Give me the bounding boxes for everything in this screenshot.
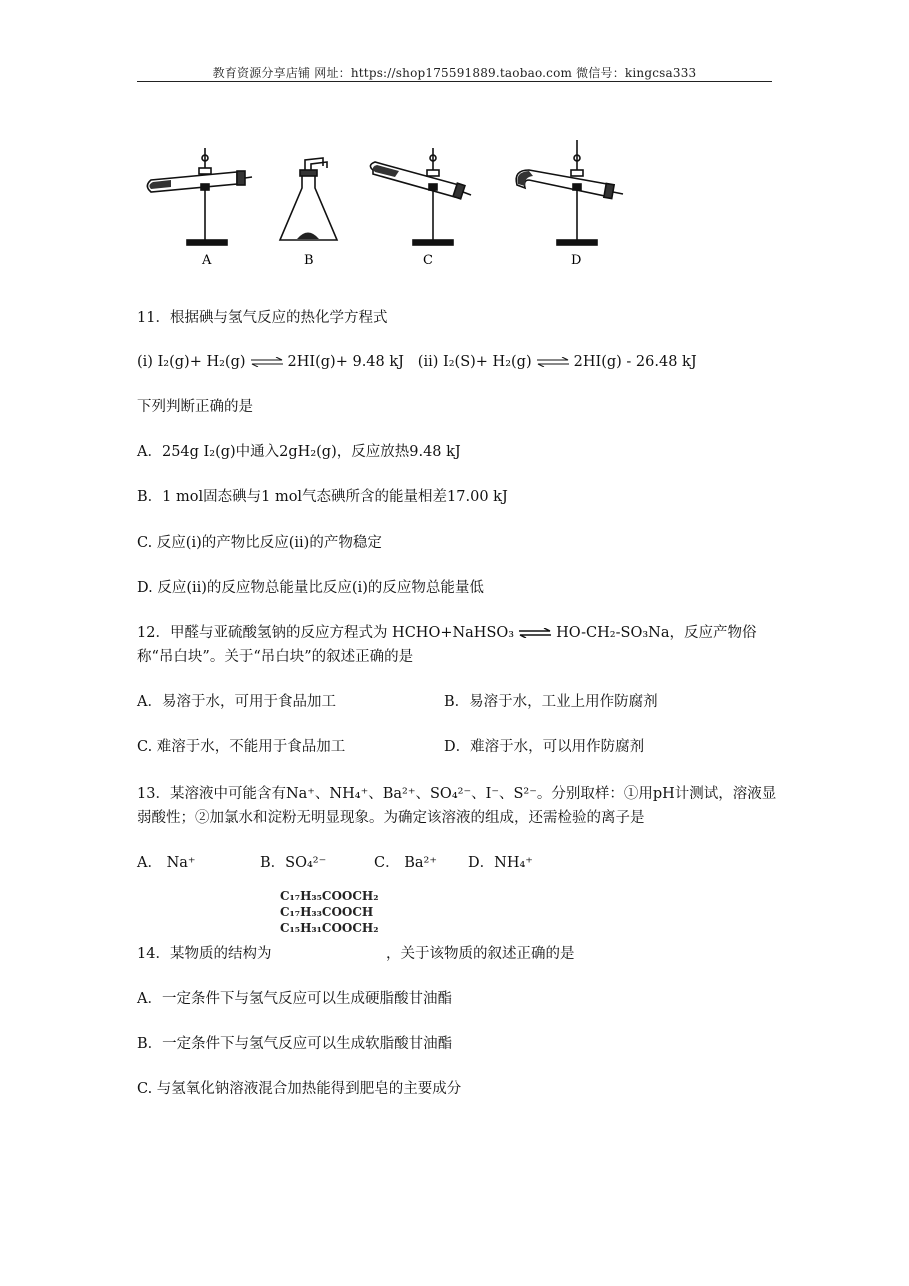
q14-option-b: B．一定条件下与氢气反应可以生成软脂酸甘油酯 <box>137 1036 453 1052</box>
q12-option-b: B．易溶于水，工业上用作防腐剂 <box>444 694 658 710</box>
apparatus-a <box>147 148 252 245</box>
q11-option-b: B．1 mol固态碘与1 mol气态碘所含的能量相差17.00 kJ <box>137 489 508 505</box>
q11-option-d: D. 反应(ii)的反应物总能量比反应(i)的反应物总能量低 <box>137 580 484 596</box>
q12-option-a: A．易溶于水，可用于食品加工 <box>137 694 336 710</box>
apparatus-label-d: D <box>571 253 582 268</box>
apparatus-c <box>370 148 471 245</box>
q11-eq-i-right: 2HI(g)+ 9.48 kJ <box>287 354 404 370</box>
apparatus-label-b: B <box>304 253 314 268</box>
q13-option-d: D．NH₄⁺ <box>468 855 533 871</box>
q14-structure <box>280 888 379 936</box>
apparatus-label-c: C <box>423 253 433 268</box>
equilibrium-arrow-icon <box>518 628 552 638</box>
q11-eq-ii-right: 2HI(g) - 26.48 kJ <box>573 354 697 370</box>
apparatus-label-a: A <box>202 253 212 268</box>
q12-stem-part-b: HO-CH₂-SO₃Na，反应产物俗 <box>556 625 757 641</box>
q12-stem-line2: 称“吊白块”。关于“吊白块”的叙述正确的是 <box>137 649 414 665</box>
header-divider <box>137 81 772 82</box>
q11-eq-ii-label: (ii) <box>417 354 439 370</box>
q14-option-c: C. 与氢氧化钠溶液混合加热能得到肥皂的主要成分 <box>137 1081 462 1097</box>
q11-option-c: C. 反应(i)的产物比反应(ii)的产物稳定 <box>137 535 382 551</box>
apparatus-figure <box>137 140 637 275</box>
q14-stem-a: 14．某物质的结构为 <box>137 946 272 962</box>
equilibrium-arrow-icon <box>536 357 570 367</box>
q13-option-b: B．SO₄²⁻ <box>260 855 327 871</box>
q14-structure-line-3: C₁₅H₃₁COOCH₂ <box>280 921 379 935</box>
q14-structure-line-1: C₁₇H₃₅COOCH₂ <box>280 889 379 903</box>
q11-prompt: 下列判断正确的是 <box>137 399 253 415</box>
equilibrium-arrow-icon <box>250 357 284 367</box>
page-header: 教育资源分享店铺 网址：https://shop175591889.taobao.com 微信号：kingcsa333 <box>212 66 697 80</box>
q13-option-a: A． Na⁺ <box>137 855 196 871</box>
apparatus-b <box>280 158 337 240</box>
q11-eq-i-label: (i) <box>137 354 153 370</box>
q12-option-d: D．难溶于水，可以用作防腐剂 <box>444 739 645 755</box>
q12-option-c: C. 难溶于水，不能用于食品加工 <box>137 739 346 755</box>
q12-stem-part-a: 12．甲醛与亚硫酸氢钠的反应方程式为 HCHO+NaHSO₃ <box>137 625 515 641</box>
q13-option-c: C． Ba²⁺ <box>374 855 437 871</box>
q14-stem-b: ，关于该物质的叙述正确的是 <box>386 946 575 962</box>
q11-equations <box>137 352 697 372</box>
q11-eq-i-left: I₂(g)+ H₂(g) <box>157 354 246 370</box>
q14-option-a: A．一定条件下与氢气反应可以生成硬脂酸甘油酯 <box>137 991 452 1007</box>
q13-stem-line1: 13．某溶液中可能含有Na⁺、NH₄⁺、Ba²⁺、SO₄²⁻、I⁻、S²⁻。分别取样：①用pH计测试，溶液显 <box>137 786 777 802</box>
apparatus-d <box>516 140 623 245</box>
q13-stem-line2: 弱酸性；②加氯水和淀粉无明显现象。为确定该溶液的组成，还需检验的离子是 <box>137 810 645 826</box>
q14-structure-line-2: C₁₇H₃₃COOCH <box>280 905 374 919</box>
q11-eq-ii-left: I₂(S)+ H₂(g) <box>443 354 532 370</box>
q12-stem-line1 <box>137 623 756 643</box>
q11-option-a: A．254g I₂(g)中通入2gH₂(g)，反应放热9.48 kJ <box>137 444 461 460</box>
q11-stem: 11．根据碘与氢气反应的热化学方程式 <box>137 310 388 326</box>
